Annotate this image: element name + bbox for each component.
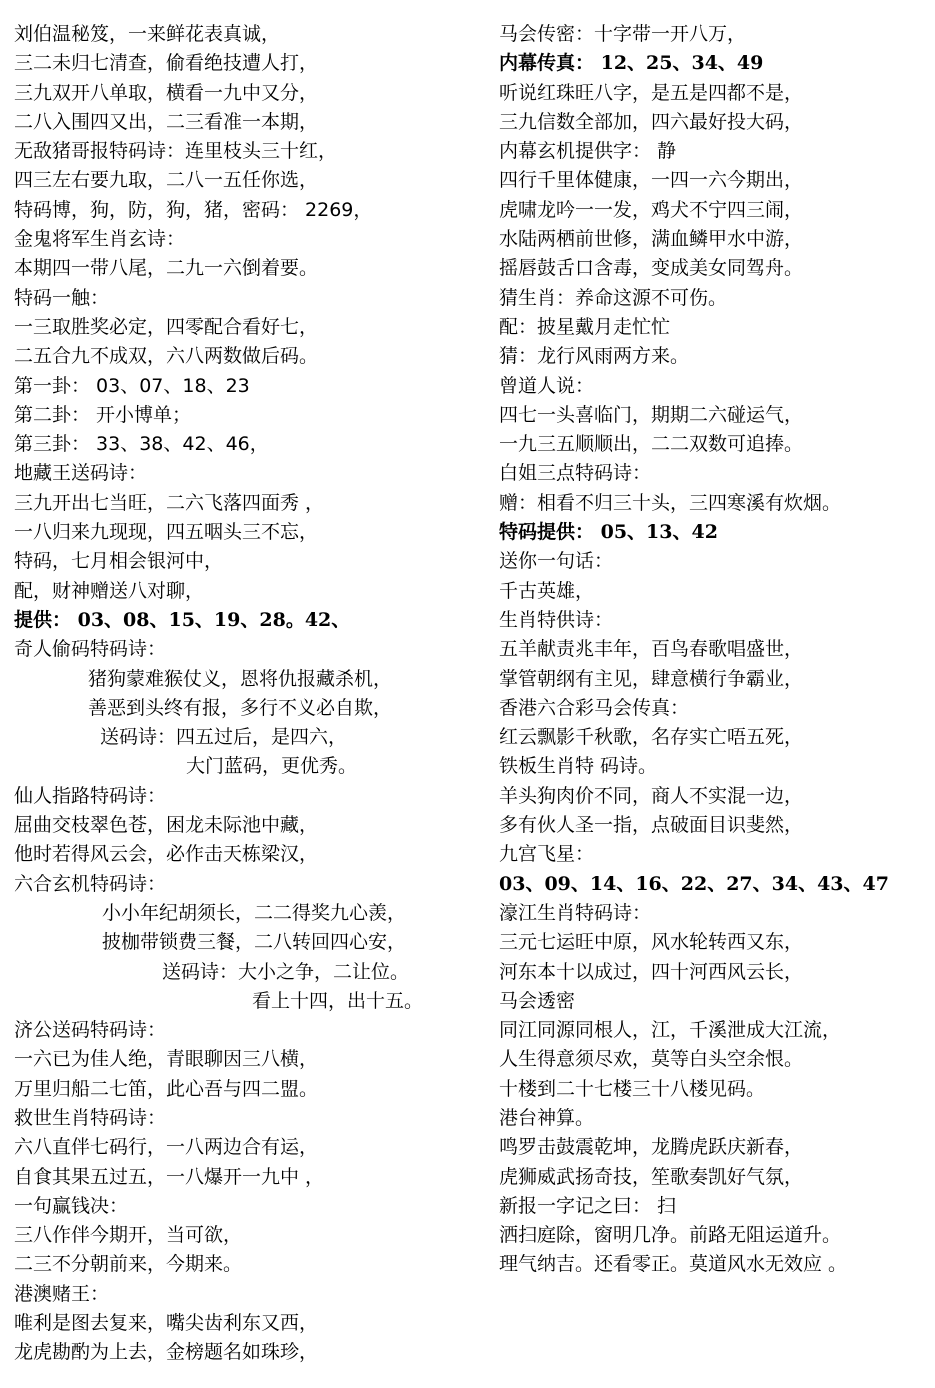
section-heading: 港澳赌王：	[14, 1282, 110, 1305]
text-line: 一六已为佳人绝，青眼聊因三八横，	[14, 1048, 319, 1071]
text-line: 四行千里体健康，一四一六今期出，	[499, 169, 804, 192]
text-line: 唯利是图去复来，嘴尖齿利东又西，	[14, 1312, 319, 1335]
section-heading: 港台神算。	[499, 1106, 595, 1129]
text-line: 河东本十以成过，四十河西风云长，	[499, 960, 804, 983]
text-line: 一九三五顺顺出，二二双数可追捧。	[499, 433, 804, 456]
text-line: 听说红珠旺八字，是五是四都不是，	[499, 81, 804, 104]
number-line: 内幕传真： 12、25、34、49	[499, 52, 764, 75]
text-line: 二八入围四又出，二三看准一本期，	[14, 110, 319, 133]
right-column	[499, 20, 929, 1280]
text-line: 送码诗：大小之争，二让位。	[162, 960, 410, 983]
text-line: 十楼到二十七楼三十八楼见码。	[499, 1077, 766, 1100]
text-line: 同江同源同根人，江，千溪泄成大江流，	[499, 1019, 842, 1042]
text-line: 本期四一带八尾，二九一六倒着要。	[14, 257, 319, 280]
text-line: 虎啸龙吟一一发，鸡犬不宁四三闹，	[499, 198, 804, 221]
text-line: 三二未归七清查，偷看绝技遭人打，	[14, 52, 319, 75]
section-heading: 六合玄机特码诗：	[14, 872, 167, 895]
text-line: 小小年纪胡须长，二二得奖九心羡，	[102, 901, 407, 924]
number-line: 提供： 03、08、15、19、28。42、	[14, 608, 351, 631]
text-line: 二三不分朝前来，今期来。	[14, 1253, 243, 1276]
section-heading: 生肖特供诗：	[499, 608, 614, 631]
text-line: 掌管朝纲有主见，肆意横行争霸业，	[499, 667, 804, 690]
text-line: 洒扫庭除，窗明几净。前路无阻运道升。	[499, 1224, 842, 1247]
text-line: 看上十四，出十五。	[252, 989, 424, 1012]
text-line: 特码，七月相会银河中，	[14, 550, 224, 573]
text-line: 屈曲交枝翠色苍，困龙未际池中藏，	[14, 814, 319, 837]
text-line: 一八归来九现现，四五咽头三不忘，	[14, 521, 319, 544]
section-heading: 仙人指路特码诗：	[14, 784, 167, 807]
text-line: 配，财神赠送八对聊，	[14, 579, 205, 602]
text-line: 特码博，狗，防，狗，猪，密码： 2269，	[14, 198, 373, 221]
text-line: 新报一字记之曰： 扫	[499, 1194, 677, 1217]
text-line: 一三取胜奖必定，四零配合看好七，	[14, 315, 319, 338]
text-line: 虎狮威武扬奇技，笙歌奏凯好气氛，	[499, 1165, 804, 1188]
section-heading: 一句赢钱决：	[14, 1194, 129, 1217]
text-line: 三九开出七当旺，二六飞落四面秀 ，	[14, 491, 325, 514]
text-line: 配：披星戴月走忙忙	[499, 315, 671, 338]
text-line: 三九信数全部加，四六最好投大码，	[499, 110, 804, 133]
number-line: 03、09、14、16、22、27、34、43、47	[499, 872, 889, 895]
text-line: 刘伯温秘笈，一来鲜花表真诚，	[14, 23, 281, 45]
section-heading: 金鬼将军生肖玄诗：	[14, 228, 186, 251]
text-line: 马会传密：十字带一开八万，	[499, 23, 747, 45]
section-heading: 马会透密	[499, 989, 576, 1012]
text-line: 摇唇鼓舌口含毒，变成美女同驾舟。	[499, 257, 804, 280]
section-heading: 地藏王送码诗：	[14, 462, 148, 485]
text-line: 善恶到头终有报，多行不义必自欺，	[88, 696, 393, 719]
text-line: 三九双开八单取，横看一九中又分，	[14, 81, 319, 104]
section-heading: 濠江生肖特码诗：	[499, 901, 652, 924]
text-line: 多有伙人圣一指，点破面目识斐然，	[499, 814, 804, 837]
text-line: 鸣罗击鼓震乾坤，龙腾虎跃庆新春，	[499, 1136, 804, 1159]
text-line: 千古英雄，	[499, 579, 595, 602]
text-line: 二五合九不成双，六八两数做后码。	[14, 345, 319, 368]
text-line: 猜生肖：养命这源不可伤。	[499, 286, 728, 309]
section-heading: 奇人偷码特码诗：	[14, 638, 167, 661]
text-line: 内幕玄机提供字： 静	[499, 140, 677, 163]
text-line: 理气纳吉。还看零正。莫道风水无效应 。	[499, 1253, 848, 1276]
text-line: 人生得意须尽欢，莫等白头空余恨。	[499, 1048, 804, 1071]
text-line: 猪狗蒙难猴仗义，恩将仇报藏杀机，	[88, 667, 393, 690]
text-line: 无敌猪哥报特码诗：连里枝头三十红，	[14, 140, 338, 163]
left-column	[14, 20, 484, 1368]
text-line: 四三左右要九取，二八一五任你选，	[14, 169, 319, 192]
text-line: 水陆两栖前世修，满血鳞甲水中游，	[499, 228, 804, 251]
text-line: 他时若得风云会，必作击天栋梁汉，	[14, 843, 319, 866]
text-line: 披枷带锁费三餐，二八转回四心安，	[102, 931, 407, 954]
section-heading: 白姐三点特码诗：	[499, 462, 652, 485]
section-heading: 济公送码特码诗：	[14, 1019, 167, 1042]
section-heading: 曾道人说：	[499, 374, 595, 397]
text-line: 自食其果五过五，一八爆开一九中 ，	[14, 1165, 325, 1188]
text-line: 六八直伴七码行，一八两边合有运，	[14, 1136, 319, 1159]
text-line: 三八作伴今期开，当可欲，	[14, 1224, 243, 1247]
text-line: 大门蓝码，更优秀。	[186, 755, 358, 778]
section-heading: 救世生肖特码诗：	[14, 1106, 167, 1129]
text-line: 羊头狗肉价不同，商人不实混一边，	[499, 784, 804, 807]
section-heading: 铁板生肖特 码诗。	[499, 755, 658, 778]
section-heading: 香港六合彩马会传真：	[499, 696, 690, 719]
text-line: 第二卦： 开小博单；	[14, 403, 192, 426]
text-line: 送码诗：四五过后，是四六，	[100, 726, 348, 749]
text-line: 第三卦： 33、38、42、46，	[14, 433, 269, 456]
text-line: 第一卦： 03、07、18、23	[14, 374, 250, 397]
text-line: 龙虎勘酌为上去，金榜题名如珠珍，	[14, 1341, 319, 1364]
text-line: 四七一头喜临门，期期二六碰运气，	[499, 403, 804, 426]
text-line: 万里归船二七笛，此心吾与四二盟。	[14, 1077, 319, 1100]
section-heading: 送你一句话：	[499, 550, 614, 573]
text-line: 红云飘影千秋歌，名存实亡唔五死，	[499, 726, 804, 749]
section-heading: 特码一触：	[14, 286, 110, 309]
section-heading: 九宫飞星：	[499, 843, 595, 866]
text-line: 猜：龙行风雨两方来。	[499, 345, 690, 368]
text-line: 赠：相看不归三十头，三四寒溪有炊烟。	[499, 491, 842, 514]
number-line: 特码提供： 05、13、42	[499, 521, 718, 544]
text-line: 五羊献责兆丰年，百鸟春歌唱盛世，	[499, 638, 804, 661]
text-line: 三元七运旺中原，风水轮转西又东，	[499, 931, 804, 954]
